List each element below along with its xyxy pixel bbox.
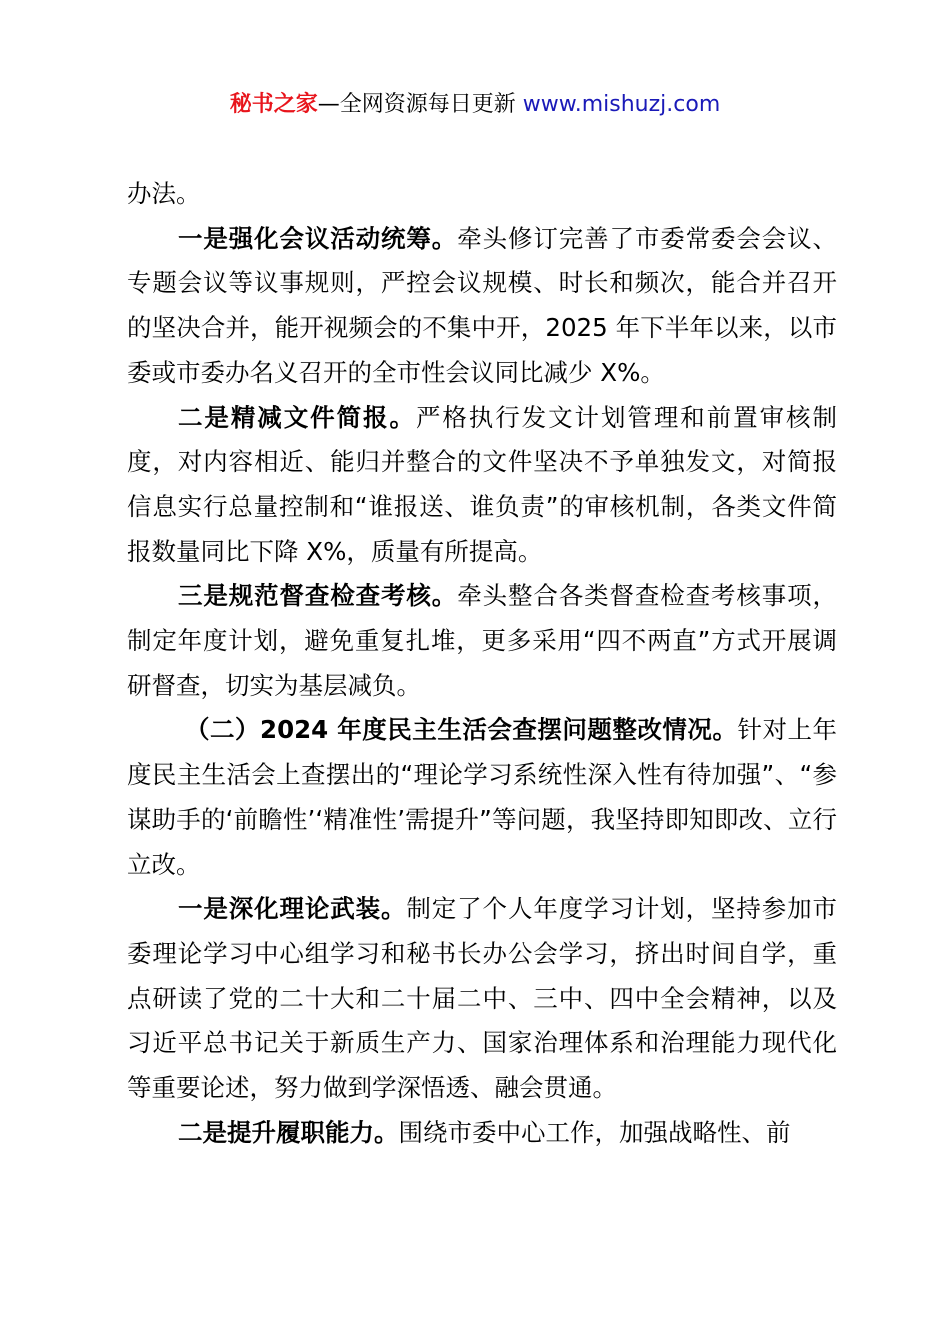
paragraph-3-lead: 二是精减文件简报。 [178,402,416,432]
paragraph-1 [127,172,837,217]
paragraph-4 [127,574,837,708]
paragraph-1-text: 办法。 [127,179,201,208]
document-body [127,172,837,1155]
paragraph-4-text: 牵头整合各类督查检查考核事项，制定年度计划，避免重复扎堆，更多采用“四不两直”方式开展调研督查，切实为基层减负。 [127,581,838,700]
site-tagline: —全网资源每日更新 [317,92,523,117]
paragraph-5-text: 针对上年度民主生活会上查摆出的“理论学习系统性深入性有待加强”、“参谋助手的‘前瞻性’‘精准性’需提升”等问题，我坚持即知即改、立行立改。 [127,715,838,879]
paragraph-3 [127,396,837,575]
paragraph-2-text: 牵头修订完善了市委常委会会议、专题会议等议事规则，严控会议规模、时长和频次，能合并召开的坚决合并，能开视频会的不集中开，2025 年下半年以来，以市委或市委办名义召开的全市性会议同比减少 X%。 [127,223,838,387]
paragraph-6-lead: 一是深化理论武装。 [178,894,407,924]
paragraph-6 [127,887,837,1111]
paragraph-7-lead: 二是提升履职能力。 [178,1117,399,1147]
paragraph-2 [127,217,837,396]
paragraph-3-text: 严格执行发文计划管理和前置审核制度，对内容相近、能归并整合的文件坚决不予单独发文，对简报信息实行总量控制和“谁报送、谁负责”的审核机制，各类文件简报数量同比下降 X%，质量有所提高。 [127,402,837,566]
paragraph-7-text: 围绕市委中心工作，加强战略性、前 [398,1117,791,1147]
paragraph-5 [127,708,837,887]
site-brand: 秘书之家 [229,92,318,117]
paragraph-4-lead: 三是规范督查检查考核。 [178,581,458,611]
page-header [0,88,950,122]
paragraph-6-text: 制定了个人年度学习计划，坚持参加市委理论学习中心组学习和秘书长办公会学习，挤出时间自学，重点研读了党的二十大和二十届二中、三中、四中全会精神，以及习近平总书记关于新质生产力、国家治理体系和治理能力现代化等重要论述，努力做到学深悟透、融会贯通。 [127,894,838,1103]
paragraph-2-lead: 一是强化会议活动统筹。 [178,223,458,253]
paragraph-7 [127,1111,837,1156]
paragraph-5-lead: （二）2024 年度民主生活会查摆问题整改情况。 [185,715,738,745]
site-url-link[interactable]: www.mishuzj.com [522,92,721,117]
